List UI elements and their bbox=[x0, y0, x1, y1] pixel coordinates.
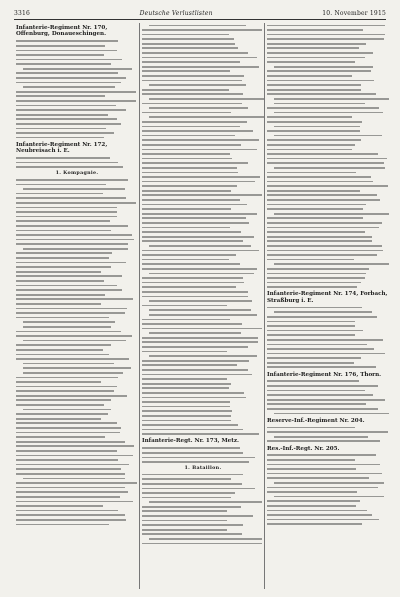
text-line bbox=[142, 432, 264, 437]
page-number: 3316 bbox=[14, 9, 31, 17]
casualty-entries bbox=[267, 425, 389, 443]
text-line bbox=[267, 365, 389, 370]
casualty-entries bbox=[142, 23, 264, 436]
battalion-heading: 1. Bataillon. bbox=[184, 465, 222, 472]
header-rule bbox=[14, 19, 386, 20]
text-line bbox=[16, 165, 138, 170]
publication-date: 10. November 1915 bbox=[322, 9, 386, 17]
text-line bbox=[267, 439, 389, 444]
section-heading: Infanterie-Regt. Nr. 173, Metz. bbox=[142, 438, 239, 445]
page-header bbox=[14, 8, 386, 18]
section-heading: Infanterie-Regiment Nr. 176, Thorn. bbox=[267, 371, 382, 378]
column-divider bbox=[264, 23, 265, 589]
column-middle bbox=[142, 23, 264, 591]
column-left bbox=[16, 23, 138, 591]
casualty-entries bbox=[267, 23, 389, 289]
text-line bbox=[16, 522, 138, 527]
casualty-entries bbox=[142, 446, 264, 464]
casualty-entries bbox=[16, 39, 138, 140]
column-right bbox=[267, 23, 389, 591]
text-line bbox=[267, 522, 389, 527]
casualty-entries bbox=[267, 305, 389, 369]
section-heading: Infanterie-Regiment Nr. 172, Neubreisach i. E. bbox=[16, 141, 108, 155]
company-heading: 1. Kompagnie. bbox=[55, 170, 99, 177]
publication-title: Deutsche Verlustlisten bbox=[139, 9, 213, 17]
casualty-entries bbox=[16, 156, 138, 170]
text-line bbox=[267, 411, 389, 416]
casualty-entries bbox=[267, 453, 389, 527]
casualty-entries bbox=[267, 379, 389, 416]
section-heading: Reserve-Inf.-Regiment Nr. 204. bbox=[267, 417, 365, 424]
column-divider bbox=[139, 23, 140, 589]
casualty-entries bbox=[16, 177, 138, 526]
casualty-entries bbox=[142, 472, 264, 546]
section-heading: Infanterie-Regiment Nr. 170, Offenburg, Donaueschingen. bbox=[16, 25, 108, 38]
section-heading: Res.-Inf.-Regt. Nr. 205. bbox=[267, 445, 340, 452]
text-line bbox=[16, 135, 138, 140]
text-line bbox=[142, 460, 264, 465]
section-heading: Infanterie-Regiment Nr. 174, Forbach, Straßburg i. E. bbox=[267, 291, 388, 304]
text-line bbox=[142, 541, 264, 546]
text-line bbox=[267, 285, 389, 290]
